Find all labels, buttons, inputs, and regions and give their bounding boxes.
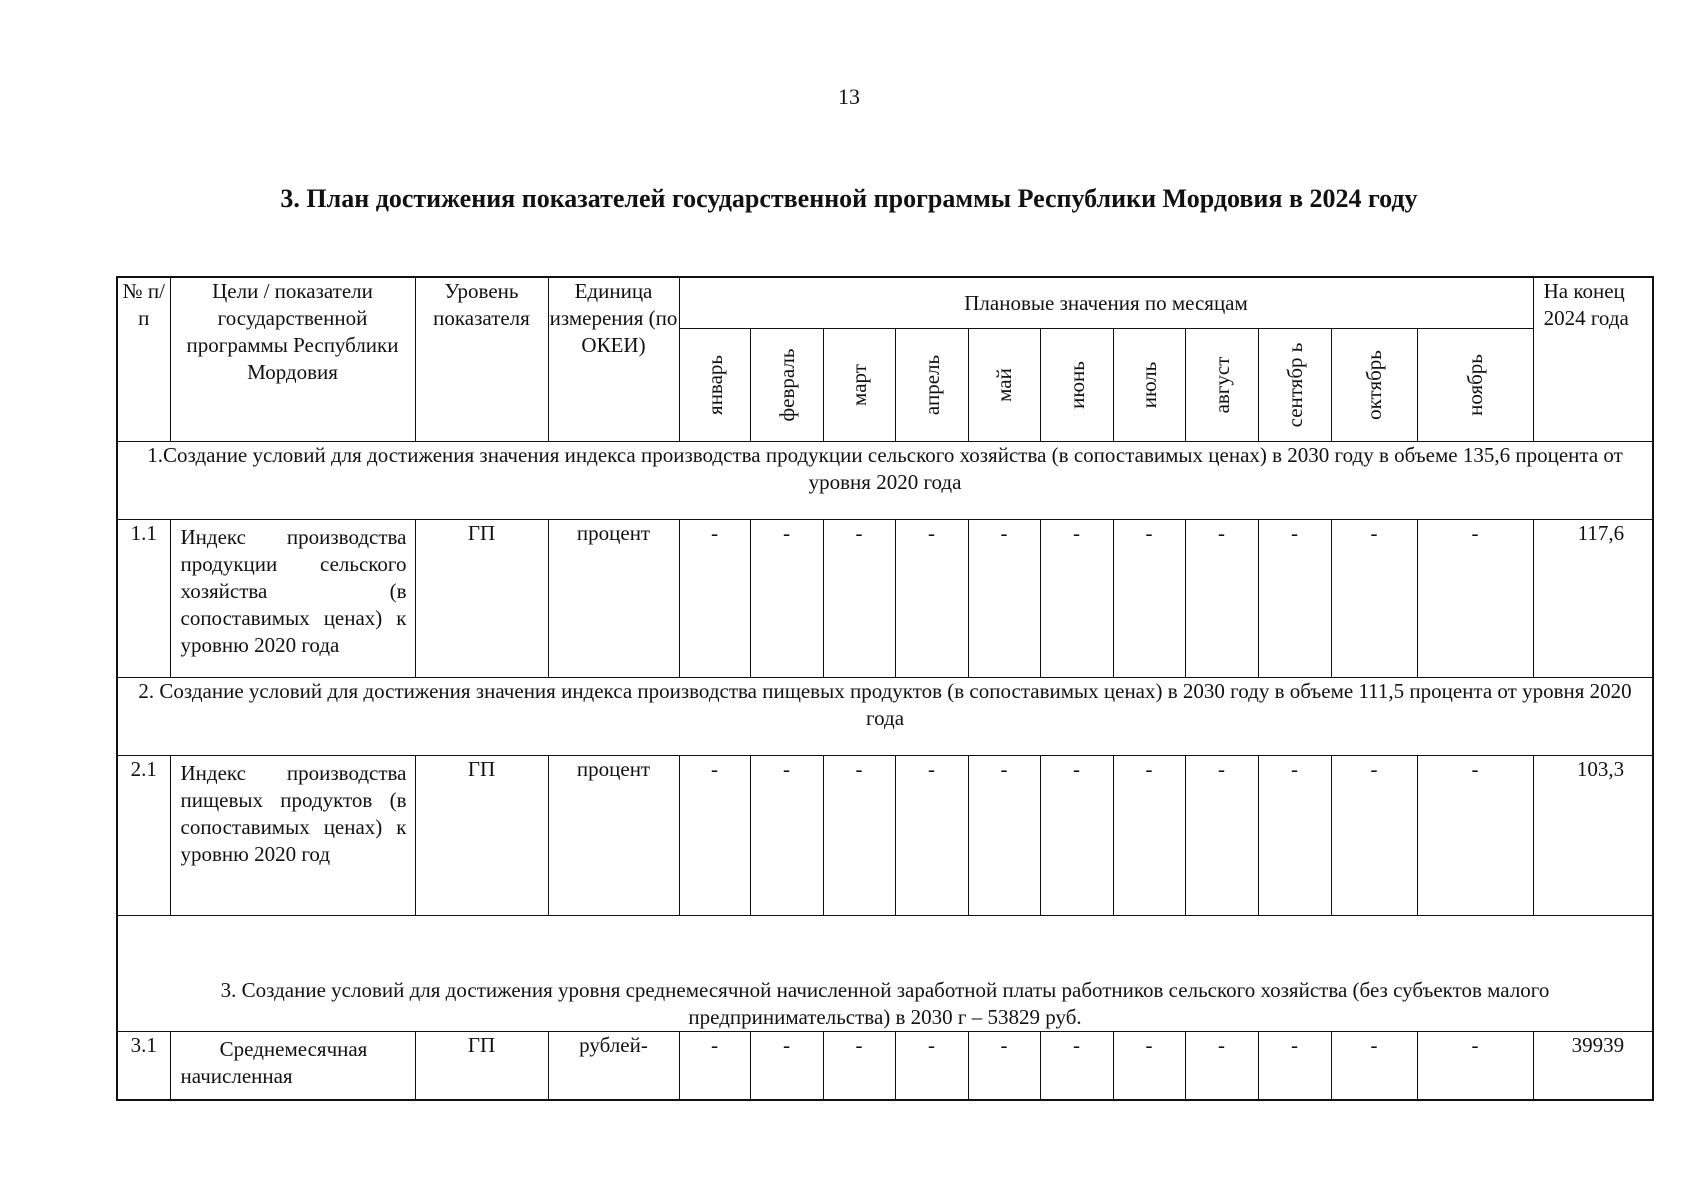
plan-table — [116, 276, 1654, 1101]
row-month-value: - — [1040, 1032, 1113, 1100]
row-month-value: - — [1040, 756, 1113, 916]
row-month-value: - — [1113, 756, 1185, 916]
row-month-value: - — [1258, 1032, 1331, 1100]
row-end-value: 39939 — [1533, 1032, 1653, 1100]
header-month: март — [823, 329, 895, 442]
row-month-value: - — [1040, 520, 1113, 678]
row-month-value: - — [750, 520, 823, 678]
row-end-value: 117,6 — [1533, 520, 1653, 678]
row-month-value: - — [679, 1032, 750, 1100]
row-month-value: - — [1417, 756, 1533, 916]
header-end: На конец 2024 года — [1533, 277, 1653, 442]
row-month-value: - — [1185, 1032, 1258, 1100]
page-number: 13 — [838, 84, 860, 109]
row-indicator: Среднемесячная начисленная — [170, 1032, 415, 1100]
goal-section-2: 2. Создание условий для достижения значения индекса производства пищевых продуктов (в сопоставимых ценах) в 2030 году в объеме 111,5 процента от уровня 2020 года — [117, 678, 1653, 756]
row-num: 3.1 — [117, 1032, 170, 1100]
header-months-title: Плановые значения по месяцам — [679, 277, 1533, 329]
row-month-value: - — [1185, 520, 1258, 678]
row-month-value: - — [679, 756, 750, 916]
row-month-value: - — [1331, 520, 1417, 678]
table-row — [117, 1032, 1653, 1100]
table-row — [117, 756, 1653, 916]
row-unit: процент — [548, 520, 679, 678]
goal-section-3: 3. Создание условий для достижения уровня среднемесячной начисленной заработной платы работников сельского хозяйства (без субъектов малого предпринимательства) в 2030 г – 53829 руб. — [117, 916, 1653, 1032]
row-unit: процент — [548, 756, 679, 916]
row-month-value: - — [1331, 1032, 1417, 1100]
row-month-value: - — [968, 520, 1040, 678]
header-unit: Единица измерения (по ОКЕИ) — [548, 277, 679, 442]
row-month-value: - — [895, 756, 968, 916]
row-month-value: - — [1417, 1032, 1533, 1100]
header-month: ноябрь — [1417, 329, 1533, 442]
row-month-value: - — [968, 756, 1040, 916]
row-num: 1.1 — [117, 520, 170, 678]
header-month: июнь — [1040, 329, 1113, 442]
header-month: октябрь — [1331, 329, 1417, 442]
table-row — [117, 520, 1653, 678]
row-month-value: - — [895, 1032, 968, 1100]
row-month-value: - — [1417, 520, 1533, 678]
row-level: ГП — [415, 1032, 548, 1100]
row-num: 2.1 — [117, 756, 170, 916]
row-month-value: - — [1113, 520, 1185, 678]
row-end-value: 103,3 — [1533, 756, 1653, 916]
row-month-value: - — [1331, 756, 1417, 916]
header-month: февраль — [750, 329, 823, 442]
row-unit: рублей- — [548, 1032, 679, 1100]
row-month-value: - — [750, 756, 823, 916]
row-indicator: Индекс производства пищевых продуктов (в сопоставимых ценах) к уровню 2020 год — [170, 756, 415, 916]
row-level: ГП — [415, 520, 548, 678]
row-month-value: - — [1258, 520, 1331, 678]
row-month-value: - — [823, 1032, 895, 1100]
row-month-value: - — [1185, 756, 1258, 916]
header-month: май — [968, 329, 1040, 442]
goal-section-1: 1.Создание условий для достижения значения индекса производства продукции сельского хозяйства (в сопоставимых ценах) в 2030 году в объеме 135,6 процента от уровня 2020 года — [117, 442, 1653, 520]
row-month-value: - — [1258, 756, 1331, 916]
row-month-value: - — [895, 520, 968, 678]
row-month-value: - — [823, 520, 895, 678]
header-goal: Цели / показатели государственной программы Республики Мордовия — [170, 277, 415, 442]
row-month-value: - — [679, 520, 750, 678]
header-month: август — [1185, 329, 1258, 442]
header-level: Уровень показателя — [415, 277, 548, 442]
row-level: ГП — [415, 756, 548, 916]
header-month: июль — [1113, 329, 1185, 442]
row-month-value: - — [750, 1032, 823, 1100]
row-month-value: - — [968, 1032, 1040, 1100]
row-month-value: - — [1113, 1032, 1185, 1100]
row-indicator: Индекс производства продукции сельского хозяйства (в сопоставимых ценах) к уровню 2020 года — [170, 520, 415, 678]
header-num: № п/п — [117, 277, 170, 442]
header-month: январь — [679, 329, 750, 442]
header-month: апрель — [895, 329, 968, 442]
header-month: сентябр ь — [1258, 329, 1331, 442]
row-month-value: - — [823, 756, 895, 916]
document-title: 3. План достижения показателей государственной программы Республики Мордовия в 2024 году — [280, 184, 1418, 213]
